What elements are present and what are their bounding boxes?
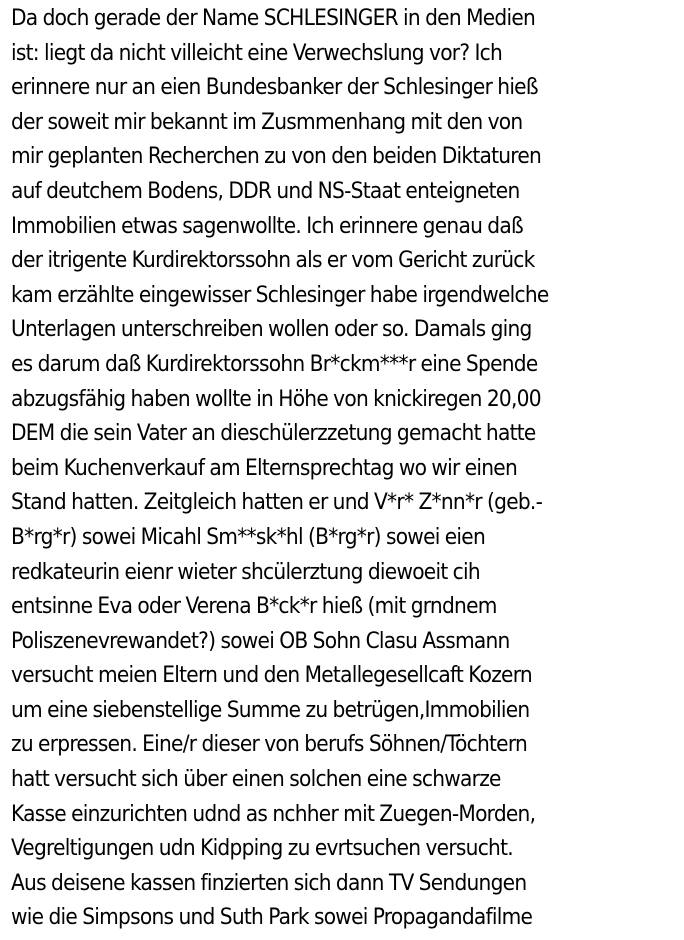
text-line-27: wie die Simpsons und Suth Park sowei Propagandafilme bbox=[11, 904, 533, 931]
text-line-15: Stand hatten. Zeitgleich hatten er und V*r* Z*nn*r (geb.- bbox=[11, 489, 543, 516]
text-line-23: hatt versucht sich über einen solchen eine schwarze bbox=[11, 766, 501, 793]
text-line-1: Da doch gerade der Name SCHLESINGER in den Medien bbox=[11, 5, 536, 31]
text-line-7: Immobilien etwas sagenwollte. Ich erinnere genau daß bbox=[11, 212, 523, 239]
text-line-6: auf deutchem Bodens, DDR und NS-Staat enteigneten bbox=[11, 177, 520, 204]
text-line-14: beim Kuchenverkauf am Elternsprechtag wo wir einen bbox=[11, 454, 518, 481]
text-line-9: kam erzählte eingewisser Schlesinger habe irgendwelche bbox=[11, 281, 549, 308]
text-line-20: versucht meien Eltern und den Metallegesellcaft Kozern bbox=[11, 662, 532, 689]
text-line-25: Vegreltigungen udn Kidpping zu evrtsuchen versucht. bbox=[11, 835, 513, 862]
text-line-3: erinnere nur an eien Bundesbanker der Schlesinger hieß bbox=[11, 74, 538, 101]
text-line-8: der itrigente Kurdirektorssohn als er vom Gericht zurück bbox=[11, 247, 535, 274]
text-line-16: B*rg*r) sowei Micahl Sm**sk*hl (B*rg*r) sowei eien bbox=[11, 523, 486, 550]
text-line-21: um eine siebenstellige Summe zu betrügen,Immobilien bbox=[11, 696, 530, 723]
text-line-17: redkateurin eienr wieter shcülerztung diewoeit cih bbox=[11, 558, 480, 585]
text-line-10: Unterlagen unterschreiben wollen oder so. Damals ging bbox=[11, 316, 532, 343]
text-line-5: mir geplanten Recherchen zu von den beiden Diktaturen bbox=[11, 143, 542, 170]
text-line-2: ist: liegt da nicht villeicht eine Verwechslung vor? Ich bbox=[11, 39, 503, 66]
document-body-text bbox=[11, 1, 683, 935]
text-line-24: Kasse einzurichten udnd as nchher mit Zuegen-Morden, bbox=[11, 800, 536, 827]
text-line-12: abzugsfähig haben wollte in Höhe von knickiregen 20,00 bbox=[11, 385, 541, 412]
text-line-13: DEM die sein Vater an dieschülerzzetung gemacht hatte bbox=[11, 420, 536, 447]
text-line-11: es darum daß Kurdirektorssohn Br*ckm***r eine Spende bbox=[11, 350, 538, 377]
text-line-4: der soweit mir bekannt im Zusmmenhang mit den von bbox=[11, 108, 523, 135]
text-line-18: entsinne Eva oder Verena B*ck*r hieß (mit grndnem bbox=[11, 593, 497, 620]
text-line-22: zu erpressen. Eine/r dieser von berufs Söhnen/Töchtern bbox=[11, 731, 528, 758]
text-line-19: Poliszenevrewandet?) sowei OB Sohn Clasu Assmann bbox=[11, 627, 510, 654]
text-line-26: Aus deisene kassen finzierten sich dann TV Sendungen bbox=[11, 869, 527, 896]
